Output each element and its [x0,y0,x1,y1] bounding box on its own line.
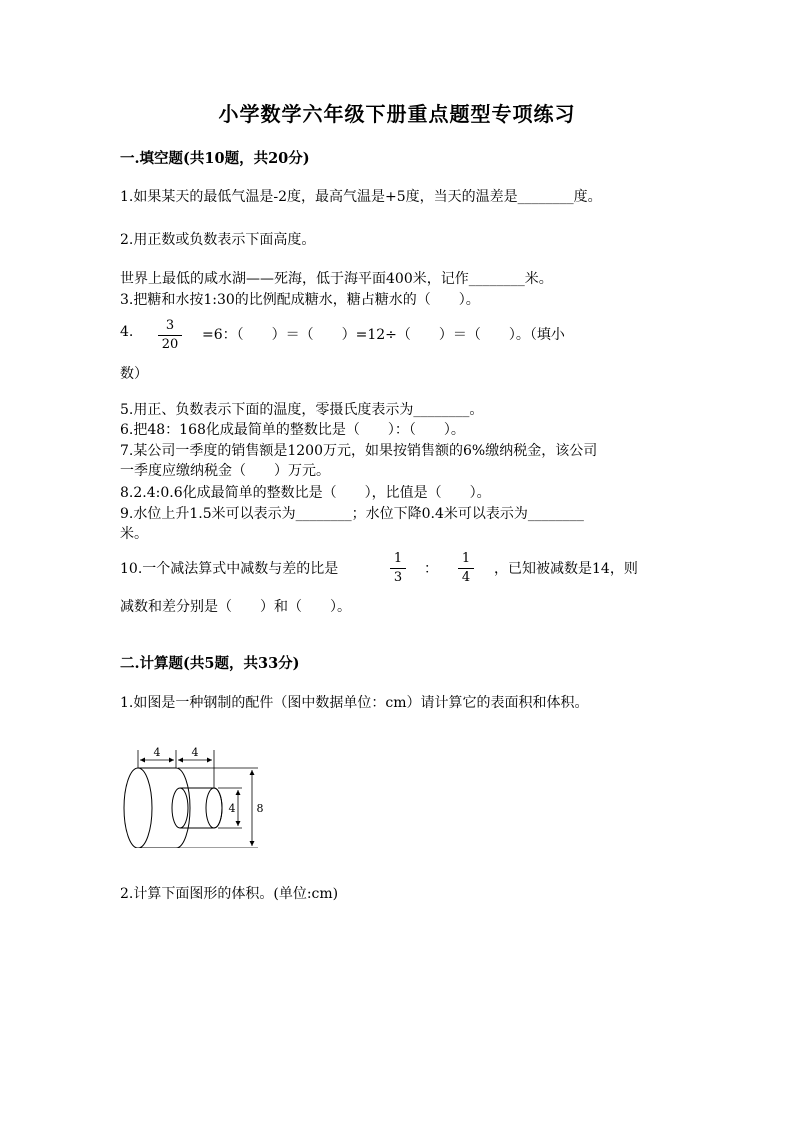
large-cylinder-left-face [124,768,152,848]
question-1-7-cont: 一季度应缴纳税金（ ）万元。 [120,463,330,479]
question-1-10-rest: ，已知被减数是14，则 [494,561,638,577]
fraction-bar [390,568,406,569]
label-right-width: 4 [191,746,199,759]
question-1-6: 6.把48：168化成最简单的整数比是（ ）：（ ）。 [120,422,465,438]
fraction-denominator: 3 [393,570,403,585]
question-1-9-cont: 米。 [120,526,148,542]
section2-heading: 二.计算题(共5题，共33分) [120,655,300,672]
question-1-8: 8.2.4:0.6化成最简单的整数比是（ ），比值是（ ）。 [120,485,491,501]
fraction-bar [458,568,474,569]
question-1-10-cont: 减数和差分别是（ ）和（ ）。 [120,599,351,615]
question-1-3: 3.把糖和水按1:30的比例配成糖水，糖占糖水的（ ）。 [120,292,480,308]
question-1-2: 2.用正数或负数表示下面高度。 [120,232,316,248]
question-2-2: 2.计算下面图形的体积。(单位:cm) [120,886,339,902]
fraction-numerator: 1 [393,551,403,566]
question-1-2-detail: 世界上最低的咸水湖——死海，低于海平面400米，记作________米。 [120,271,553,287]
steel-part-figure [118,740,278,848]
fraction-numerator: 3 [165,318,175,333]
label-left-width: 4 [153,746,161,759]
question-1-9: 9.水位上升1.5米可以表示为________；水位下降0.4米可以表示为________ [120,506,584,522]
question-1-1: 1.如果某天的最低气温是-2度，最高气温是+5度，当天的温差是________度。 [120,189,602,205]
question-1-10: 10.一个减法算式中减数与差的比是 [120,561,339,577]
question-1-4-cont: 数） [120,366,148,382]
label-large-diameter: 8 [256,802,264,815]
fraction-1-3 [390,551,406,586]
fraction-denominator: 20 [161,337,179,352]
question-1-5: 5.用正、负数表示下面的温度，零摄氏度表示为________。 [120,402,484,418]
fraction-numerator: 1 [461,551,471,566]
fraction-1-4 [458,551,474,586]
fraction-bar [158,335,182,336]
label-small-diameter: 4 [228,802,236,815]
small-cylinder-left-face [172,788,188,828]
question-1-4-number: 4. [120,324,134,340]
ratio-colon: ： [424,561,438,577]
section1-heading: 一.填空题(共10题，共20分) [120,150,310,167]
question-2-1: 1.如图是一种钢制的配件（图中数据单位：cm）请计算它的表面积和体积。 [120,695,589,711]
page-title: 小学数学六年级下册重点题型专项练习 [218,102,576,126]
question-1-4: =6：（ ）＝（ ）=12÷（ ）＝（ ）。（填小 [202,327,565,343]
fraction-denominator: 4 [461,570,471,585]
question-1-7: 7.某公司一季度的销售额是1200万元，如果按销售额的6%缴纳税金，该公司 [120,443,598,459]
small-cylinder-right-face [206,788,222,828]
fraction-3-20 [158,318,182,353]
